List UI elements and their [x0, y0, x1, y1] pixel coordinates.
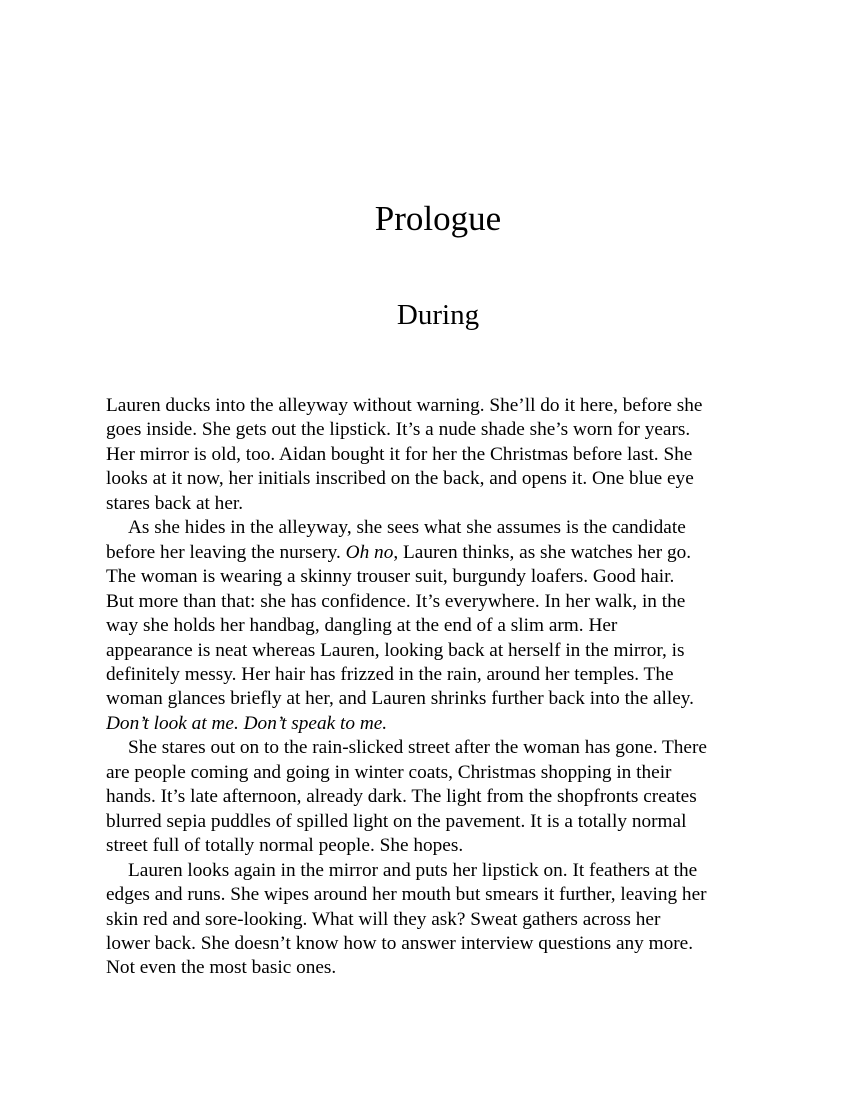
text-line: are people coming and going in winter coats, Christmas shopping in their: [106, 761, 672, 783]
text-line: definitely messy. Her hair has frizzed in the rain, around her temples. The: [106, 663, 674, 685]
text-line: [106, 541, 764, 565]
italic-text: Don’t look at me. Don’t speak to me.: [106, 712, 388, 734]
text-line: stares back at her.: [106, 492, 244, 514]
text-line: As she hides in the alleyway, she sees what she assumes is the candidate: [128, 517, 686, 539]
paragraph-4: [106, 859, 764, 981]
text-line: But more than that: she has confidence. It’s everywhere. In her walk, in the: [106, 590, 686, 612]
text-line: hands. It’s late afternoon, already dark. The light from the shopfronts creates: [106, 786, 697, 808]
text-run: before her leaving the nursery.: [106, 541, 346, 563]
body-text: [106, 394, 764, 981]
text-line: Lauren ducks into the alleyway without warning. She’ll do it here, before she: [106, 395, 703, 416]
text-line: woman glances briefly at her, and Lauren shrinks further back into the alley.: [106, 688, 694, 710]
text-line: goes inside. She gets out the lipstick. It’s a nude shade she’s worn for years.: [106, 419, 691, 441]
text-line: Not even the most basic ones.: [106, 957, 337, 979]
paragraph-3: [106, 736, 764, 858]
text-line: edges and runs. She wipes around her mouth but smears it further, leaving her: [106, 884, 707, 906]
text-line: skin red and sore-looking. What will they ask? Sweat gathers across her: [106, 908, 661, 930]
text-line: [106, 712, 764, 736]
chapter-subtitle: During: [396, 299, 480, 331]
text-line: street full of totally normal people. She hopes.: [106, 835, 464, 857]
text-line: lower back. She doesn’t know how to answer interview questions any more.: [106, 932, 694, 954]
italic-text: Oh no: [345, 541, 394, 563]
text-line: Lauren looks again in the mirror and puts her lipstick on. It feathers at the: [128, 859, 698, 881]
paragraph-1: [106, 394, 764, 516]
text-line: appearance is neat whereas Lauren, looking back at herself in the mirror, is: [106, 639, 685, 661]
text-line: way she holds her handbag, dangling at the end of a slim arm. Her: [106, 615, 618, 637]
text-line: The woman is wearing a skinny trouser suit, burgundy loafers. Good hair.: [106, 566, 675, 588]
text-run: , Lauren thinks, as she watches her go.: [393, 541, 692, 563]
text-line: Her mirror is old, too. Aidan bought it for her the Christmas before last. She: [106, 443, 693, 465]
text-line: She stares out on to the rain-slicked street after the woman has gone. There: [128, 737, 707, 759]
chapter-title: Prologue: [374, 199, 502, 238]
text-line: blurred sepia puddles of spilled light on the pavement. It is a totally normal: [106, 810, 687, 832]
text-line: looks at it now, her initials inscribed on the back, and opens it. One blue eye: [106, 468, 694, 490]
paragraph-2: [106, 516, 764, 736]
